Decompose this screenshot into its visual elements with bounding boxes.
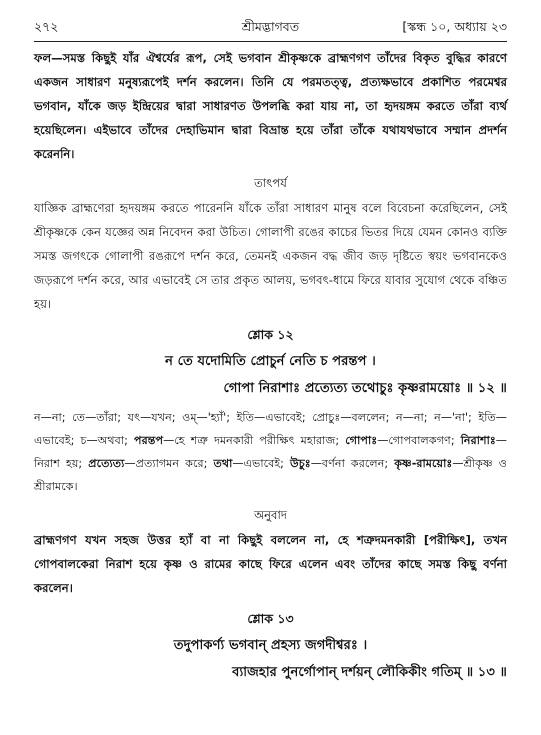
verse-12-line-2: গোপা নিরাশাঃ প্রত্যেত্য তথোচুঃ কৃষ্ণরাময়োঃ ॥ ১২ ॥ <box>223 381 507 396</box>
synonyms-text: —বর্ণনা করলেন; <box>310 457 395 470</box>
verse-13-line-2: ব্যাজহার পুনর্গোপান্ দর্শয়ন্ লৌকিকীং গতিম্ ॥ ১৩ ॥ <box>232 665 507 680</box>
synonyms-text: ন—না; তে—তাঁরা; যৎ—যখন; ওম্—'হ্যাঁ'; ইতি—এভাবেই; প্রোচুঃ—বললেন; ন—না; ন—'না'; ইতি—এভাবেই; চ—অথবা; <box>34 411 507 447</box>
synonym-term: গোপাঃ <box>345 434 378 447</box>
translation-text: ব্রাহ্মণগণ যখন সহজ উত্তর হ্যাঁ বা না কিছুই বললেন না, হে শত্রুদমনকারী [পরীক্ষিৎ], তখন গোপবালকেরা নিরাশ হয়ে কৃষ্ণ ও রামের কাছে ফিরে এলেন এবং তাঁদের কাছে সমস্ত কিছু বর্ণনা করলেন। <box>34 533 507 595</box>
page-header <box>34 10 507 38</box>
synonyms-text: —হে শত্রু দমনকারী পরীক্ষিৎ মহারাজ; <box>163 434 346 447</box>
verse-12-line-1: ন তে যদোমিতি প্রোচুর্ন নেতি চ পরন্তপ । <box>165 354 376 369</box>
page-number: ২৭২ <box>34 19 59 34</box>
purport-title: তাৎপর্য <box>254 176 287 190</box>
synonym-term: উচুঃ <box>290 457 311 470</box>
synonyms-text: —প্রত্যাগমন করে; <box>124 457 214 470</box>
synonym-term: তথা <box>213 457 233 470</box>
synonym-term: প্রত্যেত্য <box>88 457 125 470</box>
synonyms-text: —শ্রীকৃষ্ণ ও শ্রীরামকে। <box>34 457 507 493</box>
synonyms-text: —গোপবালকগণ; <box>377 434 461 447</box>
book-title: শ্রীমদ্ভাগবত <box>241 19 300 34</box>
verse-13-line-1: তদুপাকর্ণ্য ভগবান্ প্রহস্য জগদীশ্বরঃ । <box>173 638 368 653</box>
purport-text: যাজ্ঞিক ব্রাহ্মণেরা হৃদয়ঙ্গম করতে পারেননি যাঁকে তাঁরা সাধারণ মানুষ বলে বিবেচনা করেছিলেন, সেই শ্রীকৃষ্ণকে কেন যজ্ঞের অন্ন নিবেদন করা উচিত। গোলাপী রঙের কাচের ভিতর দিয়ে যেমন কোনও ব্যক্তি সমস্ত জগৎকে গোলাপী রঙরূপে দর্শন করে, তেমনই একজন বদ্ধ জীব জড় দৃষ্টিতে স্বয়ং ভগবানকেও জড়রূপে দর্শন করে, আর এভাবেই সে তার প্রকৃত আলয়, ভগবৎ-ধামে ফিরে যাবার সুযোগ থেকে বঞ্চিত হয়। <box>34 201 507 311</box>
verse-12-title: শ্লোক ১২ <box>247 327 294 342</box>
synonyms-text: —এভাবেই; <box>232 457 290 470</box>
synonym-term: কৃষ্ণ-রাময়োঃ <box>394 457 453 470</box>
synonym-term: পরন্তপ <box>134 434 164 447</box>
chapter-reference: [স্কন্ধ ১০, অধ্যায় ২৩ <box>402 19 507 34</box>
synonyms-text: —নিরাশ হয়; <box>34 434 507 470</box>
phala-paragraph: ফল—সমস্ত কিছুই যাঁর ঐশ্বর্যের রূপ, সেই ভগবান শ্রীকৃষ্ণকে ব্রাহ্মণগণ তাঁদের বিকৃত বুদ্ধির কারণে একজন সাধারণ মনুষ্যরূপেই দর্শন করলেন। তিনি যে পরমতত্ত্ব, প্রত্যক্ষভাবে প্রকাশিত পরমেশ্বর ভগবান, যাঁকে জড় ইন্দ্রিয়ের দ্বারা সাধারণত উপলব্ধি করা যায় না, তা হৃদয়ঙ্গম করতে তাঁরা ব্যর্থ হয়েছিলেন। এইভাবে তাঁদের দেহাভিমান দ্বারা বিভ্রান্ত হয়ে তাঁরা তাঁকে যথাযথভাবে সম্মান প্রদর্শন করেননি। <box>34 51 507 161</box>
synonym-term: নিরাশাঃ <box>460 434 496 447</box>
verse-12-synonyms <box>34 406 507 498</box>
header-rule <box>34 41 507 42</box>
translation-title: অনুবাদ <box>254 508 287 522</box>
verse-13-title: শ্লোক ১৩ <box>247 611 294 626</box>
